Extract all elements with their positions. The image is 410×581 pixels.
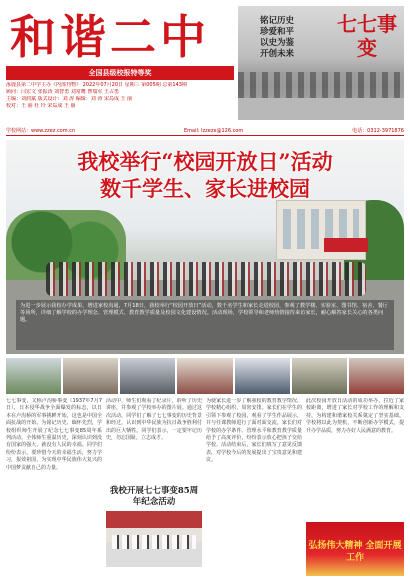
school-email[interactable]: Email: lzzezx@126.com (184, 128, 244, 134)
event-title: 七七事变 (337, 12, 397, 60)
publisher-line: 涿鹿县第二中学主办《内部刊物》 2022年07月20日 星期三 第005期 总第143期 (6, 82, 187, 88)
headline (6, 148, 404, 202)
slogan-line: 珍爱和平 (260, 27, 295, 37)
school-website[interactable]: 学校网站：www.zzez.com.cn (6, 128, 76, 134)
headline-line-2: 数千学生、家长进校园 (100, 176, 310, 201)
credits-line-3: 校对：王 丽 杜 玲 宋岛成 王 丽 (6, 103, 76, 109)
photo-strip (6, 358, 404, 394)
thumbnail-photo[interactable] (292, 358, 347, 394)
memorial-slogan (260, 16, 294, 60)
slogan-line: 以史为鉴 (260, 38, 295, 48)
crowd (46, 262, 366, 296)
slogan-line: 开创未来 (260, 49, 295, 59)
slogan-line: 铭记历史 (260, 16, 295, 26)
ground-illustration (238, 98, 404, 120)
article-columns (6, 398, 404, 576)
article-column-2-text: 活动中，师生们观看了纪录片，聆听了历史讲座，并参观了学校举办的图片展。通过这次活动，同学们了解了七七事变的历史背景和经过，认识到中华民族为抗日战争胜利付出的巨大牺牲。同学们表示，一定要牢记历史，勿忘国耻，立志成才。 (106, 398, 202, 442)
red-poster: 弘扬伟大精神 全面开展工作 (306, 522, 404, 576)
thumbnail-photo[interactable] (120, 358, 175, 394)
sub-article-photo (106, 511, 202, 567)
contact-bar (6, 126, 404, 136)
red-banner (324, 238, 368, 252)
thumbnail-photo[interactable] (235, 358, 290, 394)
credits-line-2: 主编：刘润斌 版式设计：刘 涛 编辑：刘 涛 宋岛成 王 丽 (6, 96, 133, 102)
thumbnail-photo[interactable] (6, 358, 61, 394)
thumbnail-photo[interactable] (349, 358, 404, 394)
headline-line-1: 我校举行“校园开放日”活动 (77, 149, 333, 174)
newspaper-title: 和谐二中 (10, 10, 210, 64)
bridge-illustration (238, 72, 404, 98)
masthead (6, 6, 404, 126)
article-column-3: 为使家长进一步了解我校的教育教学情况，学校精心组织，周密安排。家长们在学生的引领下参观了校园，观看了学生作品展示，并与任课教师进行了面对面交流。家长们对学校的办学条件、管理水平和教育教学质量给予了高度评价，纷纷表示放心把孩子交给学校。活动结束后，家长们填写了意见反馈表，对学校今后的发展提出了宝贵意见和建议。 (206, 398, 302, 464)
sub-article (106, 486, 202, 576)
sub-article-title: 我校开展七七事变85周年纪念活动 (109, 486, 199, 507)
award-banner: 全国县级校报特等奖 (6, 66, 234, 80)
thumbnail-photo[interactable] (177, 358, 232, 394)
main-photo (6, 140, 404, 354)
school-phone: 电话：0312-3971876 (352, 128, 404, 134)
publication-info (6, 82, 234, 110)
thumbnail-photo[interactable] (63, 358, 118, 394)
photo-caption: 为进一步展示我校办学成果，增进家校沟通，7月18日，我校举行“校园开放日”活动，数千名学生和家长走进校园，参观了教学楼、实验室、图书馆、宿舍、餐厅等场所，详细了解学校的办学理念、管理模式、教育教学质量及校园文化建设情况。活动现场，学校领导和老师热情接待来访家长，耐心解答家长关心的各类问题。 (16, 300, 394, 350)
title-block (6, 6, 234, 109)
credits-line-1: 顾问：闫宏文 张振涛 刘智勇 刘常鹰 曹瑞军 王占勇 (6, 89, 119, 95)
article-column-1: 七七事变，又称卢沟桥事变（1937年7月7日），日本侵华战争全面爆发的标志，以日本在卢沟桥的军事挑衅开始，这也是中国全面抗战的开始。为铭记历史、缅怀先烈，学校组织师生开展了纪念七七事变85周年系列活动。全体师生重温历史，深刻认识到没有国家的强大，就没有人民的幸福。同学们纷纷表示，要珍惜今天的幸福生活，努力学习，报效祖国，为实现中华民族伟大复兴的中国梦贡献自己的力量。 (6, 398, 102, 471)
article-column-4-text: 此次校园开放日活动的成功举办，拉近了家校距离，增进了家长对学校工作的理解和支持，为构建和谐家校关系奠定了坚实基础。学校将以此为契机，不断创新办学模式，提升办学品质，努力办好人民满意的教育。 (306, 398, 404, 434)
memorial-hero-image (238, 6, 404, 120)
